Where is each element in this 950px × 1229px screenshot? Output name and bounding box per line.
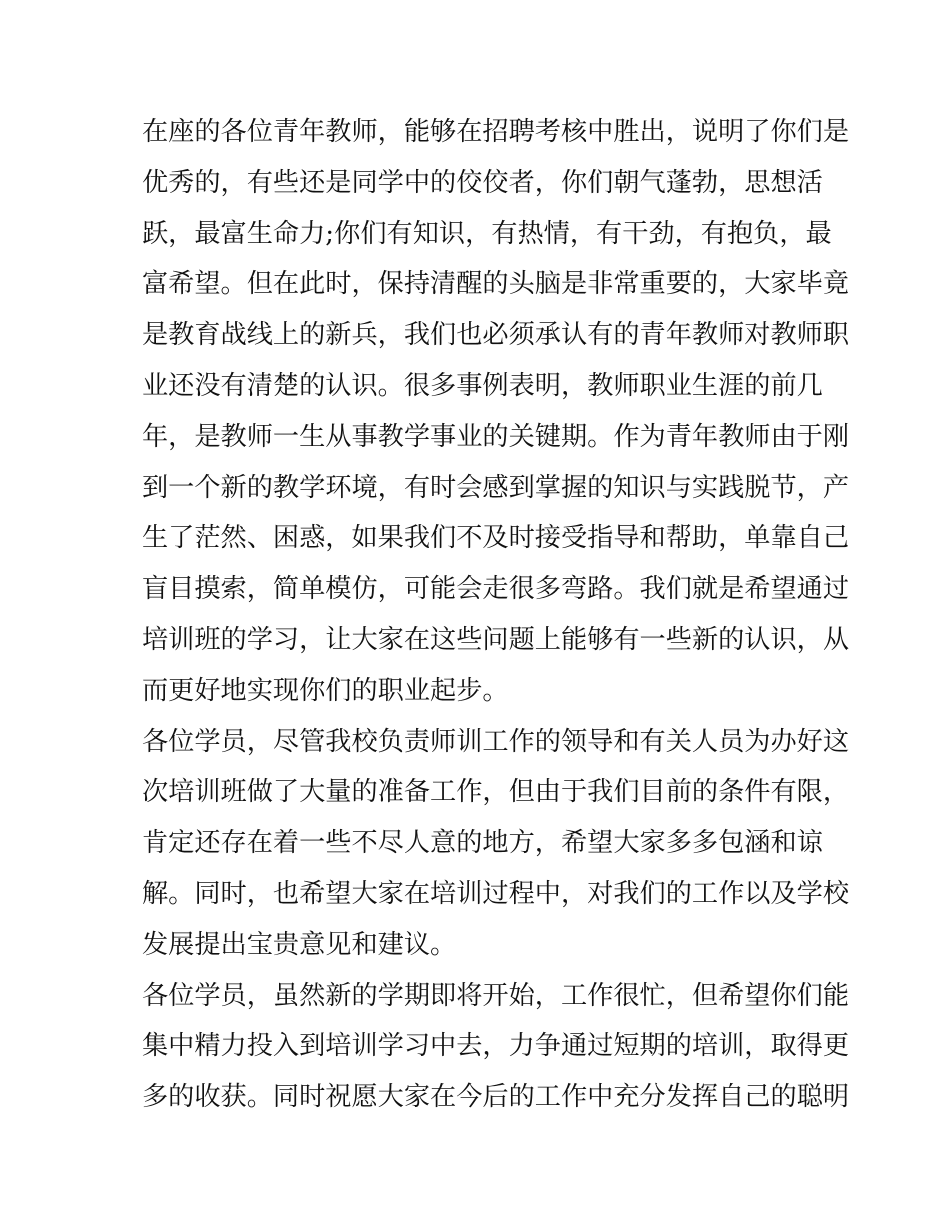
text-line: 优秀的，有些还是同学中的佼佼者，你们朝气蓬勃，思想活 — [142, 167, 823, 198]
text-line: 生了茫然、困惑，如果我们不及时接受指导和帮助，单靠自己 — [142, 523, 850, 554]
text-line: 各位学员，虽然新的学期即将开始，工作很忙，但希望你们能 — [142, 980, 850, 1011]
text-line: 解。同时，也希望大家在培训过程中，对我们的工作以及学校 — [142, 878, 850, 909]
text-line: 跃，最富生命力;你们有知识，有热情，有干劲，有抱负，最 — [142, 218, 832, 249]
text-line: 是教育战线上的新兵，我们也必须承认有的青年教师对教师职 — [142, 320, 850, 351]
text-line: 年，是教师一生从事教学事业的关键期。作为青年教师由于刚 — [142, 421, 850, 452]
text-line: 次培训班做了大量的准备工作，但由于我们目前的条件有限， — [142, 777, 850, 808]
text-line: 肯定还存在着一些不尽人意的地方，希望大家多多包涵和谅 — [142, 828, 823, 859]
text-line: 盲目摸索，简单模仿，可能会走很多弯路。我们就是希望通过 — [142, 574, 850, 605]
text-line: 发展提出宝贵意见和建议。 — [142, 929, 457, 960]
text-line: 各位学员，尽管我校负责师训工作的领导和有关人员为办好这 — [142, 726, 850, 757]
text-line: 多的收获。同时祝愿大家在今后的工作中充分发挥自己的聪明 — [142, 1082, 850, 1113]
text-line: 集中精力投入到培训学习中去，力争通过短期的培训，取得更 — [142, 1031, 850, 1062]
text-line: 业还没有清楚的认识。很多事例表明，教师职业生涯的前几 — [142, 370, 823, 401]
text-line: 而更好地实现你们的职业起步。 — [142, 675, 509, 706]
text-line: 富希望。但在此时，保持清醒的头脑是非常重要的，大家毕竟 — [142, 269, 850, 300]
text-line: 到一个新的教学环境，有时会感到掌握的知识与实践脱节，产 — [142, 472, 850, 503]
document-body — [142, 107, 850, 1123]
text-line: 培训班的学习，让大家在这些问题上能够有一些新的认识，从 — [142, 624, 850, 655]
text-line: 在座的各位青年教师，能够在招聘考核中胜出，说明了你们是 — [142, 117, 850, 147]
